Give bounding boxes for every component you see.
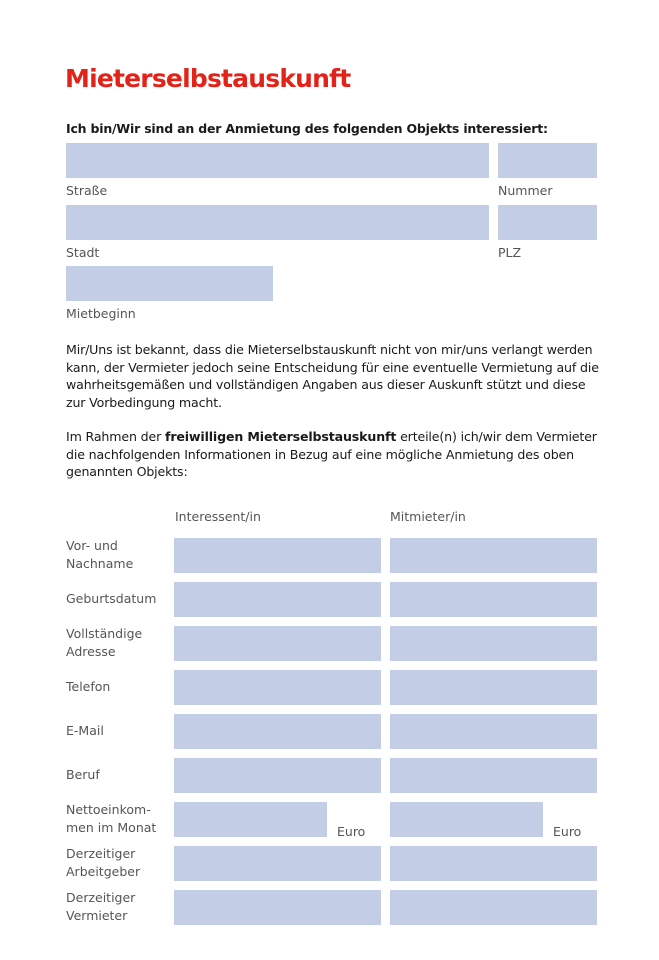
zip-input[interactable] — [498, 205, 597, 240]
applicant-field[interactable] — [174, 582, 381, 617]
rental-start-label: Mietbeginn — [66, 306, 136, 321]
co-tenant-field[interactable] — [390, 802, 543, 837]
row-label: Telefon — [66, 679, 111, 694]
co-tenant-field[interactable] — [390, 758, 597, 793]
consent-text-after: erteile(n) ich/wir dem Vermieter die nachfolgenden Informationen in Bezug auf eine mögliche Anmietung des oben genannten Objekts: — [66, 429, 597, 479]
applicant-field[interactable] — [174, 538, 381, 573]
consent-text-bold: freiwilligen Mieterselbstauskunft — [164, 429, 397, 444]
form-title: Mieterselbstauskunft — [65, 64, 351, 93]
number-label: Nummer — [498, 183, 553, 198]
applicant-field[interactable] — [174, 890, 381, 925]
co-tenant-field[interactable] — [390, 670, 597, 705]
applicant-field[interactable] — [174, 670, 381, 705]
co-tenant-field[interactable] — [390, 626, 597, 661]
street-input[interactable] — [66, 143, 489, 178]
applicant-field[interactable] — [174, 846, 381, 881]
city-label: Stadt — [66, 245, 100, 260]
row-label: E-Mail — [66, 723, 104, 738]
street-label: Straße — [66, 183, 108, 198]
co-tenant-field[interactable] — [390, 538, 597, 573]
city-input[interactable] — [66, 205, 489, 240]
co-tenant-field[interactable] — [390, 890, 597, 925]
applicant-field[interactable] — [174, 626, 381, 661]
applicant-field[interactable] — [174, 758, 381, 793]
notice-paragraph: Mir/Uns ist bekannt, dass die Mieterselbstauskunft nicht von mir/uns verlangt werden kann, der Vermieter jedoch seine Entscheidung für eine eventuelle Vermietung auf die wahrheitsgemäßen und vollständigen Angaben aus dieser Auskunft stützt und diese zur Vorbedingung macht. — [66, 342, 599, 410]
row-label: Beruf — [66, 767, 100, 782]
consent-paragraph — [66, 428, 606, 481]
row-label: Vollständige Adresse — [66, 626, 143, 659]
co-tenant-field[interactable] — [390, 846, 597, 881]
row-label: Derzeitiger Arbeitgeber — [66, 846, 141, 879]
number-input[interactable] — [498, 143, 597, 178]
row-label: Geburtsdatum — [66, 591, 157, 606]
row-label: Vor- und Nachname — [66, 538, 134, 571]
rental-start-input[interactable] — [66, 266, 273, 301]
applicant-field[interactable] — [174, 714, 381, 749]
section-heading: Ich bin/Wir sind an der Anmietung des folgenden Objekts interessiert: — [66, 121, 548, 136]
currency-label: Euro — [553, 824, 582, 839]
co-tenant-field[interactable] — [390, 582, 597, 617]
currency-label: Euro — [337, 824, 366, 839]
zip-label: PLZ — [498, 245, 522, 260]
applicant-field[interactable] — [174, 802, 327, 837]
row-label: Nettoeinkom- men im Monat — [66, 802, 157, 835]
row-label: Derzeitiger Vermieter — [66, 890, 136, 923]
column-header-co-tenant: Mitmieter/in — [390, 509, 466, 524]
consent-text-before: Im Rahmen der — [66, 429, 165, 444]
column-header-applicant: Interessent/in — [175, 509, 261, 524]
co-tenant-field[interactable] — [390, 714, 597, 749]
